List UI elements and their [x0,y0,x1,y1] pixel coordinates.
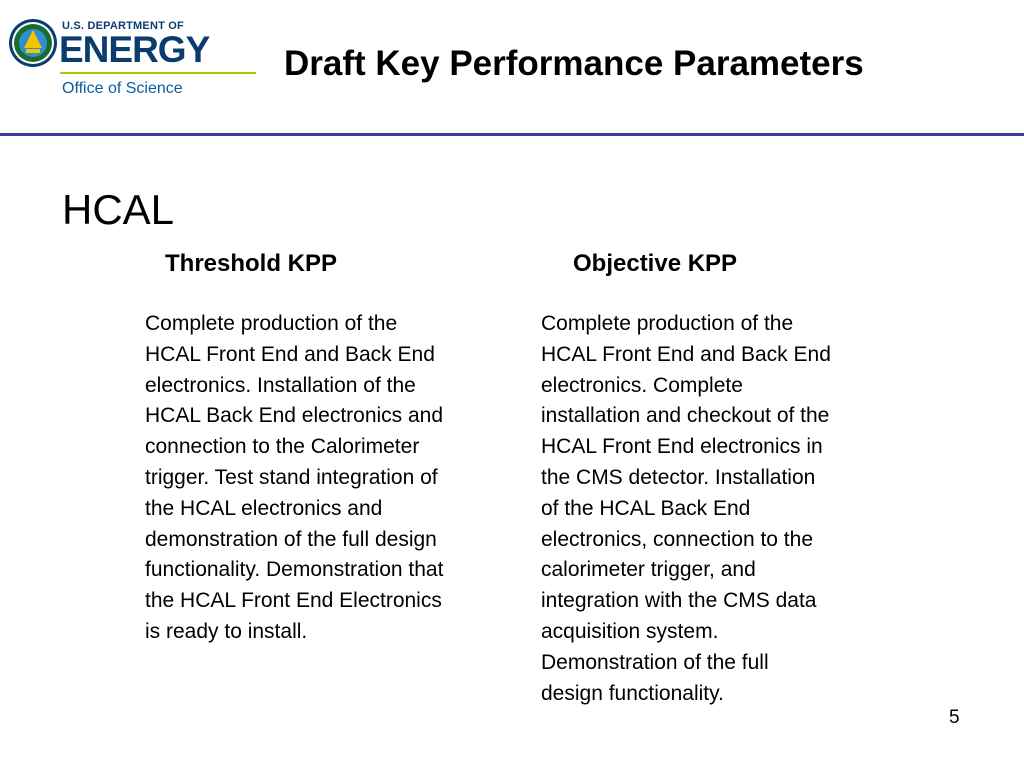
logo-energy-wordmark: ENERGY [59,29,210,70]
logo-divider [60,72,256,74]
doe-office-of-science-logo [6,14,258,104]
logo-department-text: U.S. DEPARTMENT OF [62,20,184,32]
threshold-kpp-text: Complete production of the HCAL Front End and Back End electronics. Installation of the HCAL Back End electronics and connection to the Calorimeter trigger. Test stand integration of the HCAL electronics and demonstration of the full design functionality. Demonstration that the HCAL Front End Electronics is ready to install. [145,312,444,643]
slide-number: 5 [949,707,960,728]
doe-seal-icon [8,18,58,68]
objective-kpp-heading: Objective KPP [573,250,738,277]
header-divider [0,133,1024,136]
section-heading: HCAL [62,186,175,233]
slide-title: Draft Key Performance Parameters [284,44,864,83]
objective-kpp-text: Complete production of the HCAL Front End and Back End electronics. Complete installation and checkout of the HCAL Front End electronics in the CMS detector. Installation of the HCAL Back End electronics, connection to the calorimeter trigger, and integration with the CMS data acquisition system. Demonstration of the full design functionality. [541,312,831,705]
threshold-kpp-heading: Threshold KPP [165,250,338,277]
logo-office-text: Office of Science [62,80,183,97]
